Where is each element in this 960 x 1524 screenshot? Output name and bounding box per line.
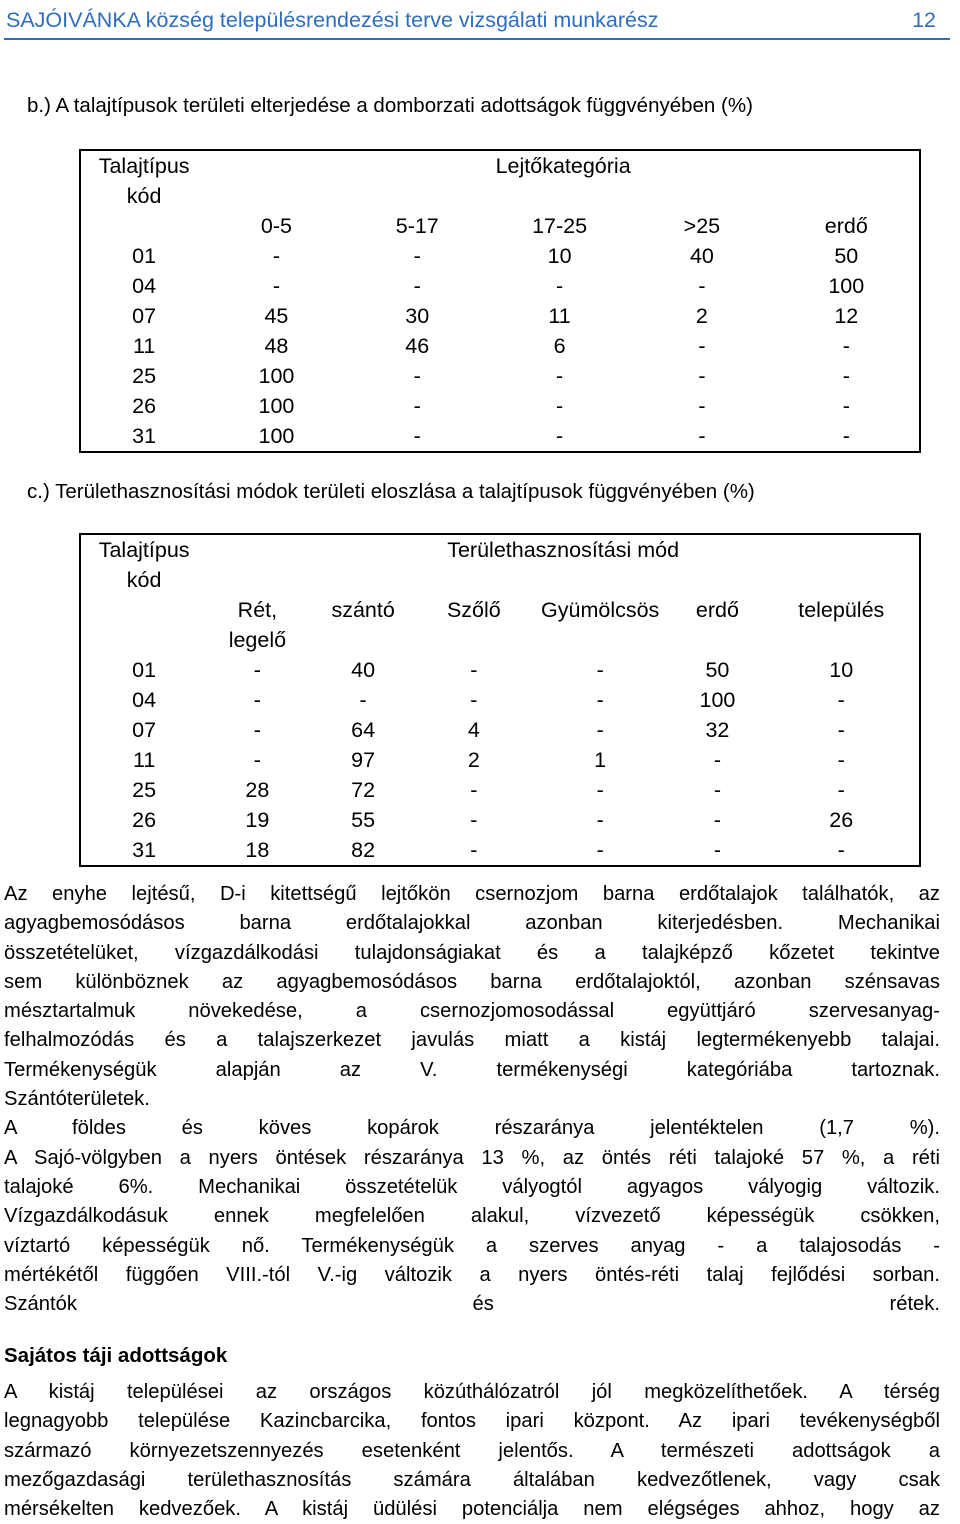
table-cell: 1 [594,748,607,772]
table-cell: 40 [689,244,714,268]
table-cell: - [413,424,421,448]
table-row [80,361,920,391]
table-cell: - [596,808,604,832]
text-line: mésztartalmuk növekedése, a csernozjomosodással együttjáró szervesanyag- [4,1000,940,1023]
table-cell: - [842,364,850,388]
group-header: Területhasznosítási mód [447,538,680,562]
table-row [80,685,920,715]
table-cell: - [413,274,421,298]
row-code: 07 [132,718,157,742]
row-code: 01 [132,658,157,682]
row-code: 25 [132,778,157,802]
text-line: származó környezetszennyezés esetenként jelentős. A természeti adottságok a [4,1439,940,1462]
row-code: 07 [132,304,157,328]
row-header-label: kód [126,568,162,592]
table-cell: 10 [829,658,854,682]
table-land-use [79,533,921,867]
table-cell: - [842,334,850,358]
column-header: 5-17 [395,214,439,238]
group-header: Lejtőkategória [495,154,631,178]
table-cell: - [698,364,706,388]
table-cell: - [713,838,722,862]
table-cell: - [713,778,722,802]
text-line: legnagyobb települése Kazincbarcika, fontos ipari központ. Az ipari tevékenységből [4,1410,940,1433]
text-line: A Sajó-völgyben a nyers öntések részaránya 13 %, az öntés réti talajoké 57 %, a réti [4,1146,940,1169]
table-row [80,331,920,361]
table-cell: 2 [695,304,708,328]
table-cell: - [837,838,845,862]
table-cell: 19 [245,808,270,832]
table-row [80,715,920,745]
table-cell: 4 [467,718,480,742]
table-cell: 48 [264,334,289,358]
table-cell: - [253,718,261,742]
table-cell: 12 [834,304,859,328]
table-row [80,421,920,452]
page-number: 12 [912,8,936,32]
table-cell: - [837,748,845,772]
column-header: 0-5 [260,214,292,238]
text-line: Az enyhe lejtésű, D-i kitettségű lejtőkön csernozjom barna erdőtalajok találhatók, az [4,883,940,905]
table-cell: 50 [834,244,859,268]
table-cell: - [713,808,722,832]
row-code: 11 [132,334,156,358]
row-code: 11 [132,748,156,772]
text-line: mezőgazdasági területhasznosítás számára általában kedvezőtlenek, vagy csak [4,1468,940,1491]
table-cell: 10 [547,244,572,268]
text-line: Szántóterületek. [4,1088,150,1111]
table-cell: 6 [553,334,566,358]
column-header: erdő [824,214,868,238]
table-cell: - [470,838,478,862]
row-header-label: Talajtípus [98,154,190,178]
table-cell: - [555,364,564,388]
table-cell: - [596,778,604,802]
table-cell: 18 [245,838,270,862]
table-cell: - [253,748,261,772]
table-cell: - [413,244,421,268]
text-line: víztartó képességük nő. Termékenységük a szerves anyag - a talajosodás - [4,1234,940,1257]
table-cell: - [596,718,604,742]
table-cell: 82 [351,838,376,862]
table-cell: 100 [828,274,865,298]
row-code: 25 [132,364,157,388]
table-cell: - [470,778,478,802]
table-cell: - [470,688,478,712]
table-cell: - [596,838,604,862]
table-row [80,835,920,866]
page-header [4,2,950,40]
table-cell: 100 [258,394,295,418]
document-title: SAJÓIVÁNKA község településrendezési terve vizsgálati munkarész [6,8,659,32]
table-cell: 2 [467,748,480,772]
table-row [80,775,920,805]
column-header: erdő [695,598,739,622]
row-header-label: Talajtípus [98,538,190,562]
table-cell: 100 [699,688,736,712]
row-code: 31 [132,424,157,448]
table-cell: - [698,424,706,448]
text-line: mértékétől függően VIII.-tól V.-ig változik a nyers öntés-réti talaj fejlődési sorban. [4,1263,940,1286]
table-cell: 40 [351,658,376,682]
table-cell: 64 [351,718,376,742]
spacer-cell [80,625,207,655]
table-row [80,745,920,775]
table-cell: 28 [245,778,270,802]
table-slope-categories [79,149,921,453]
table-cell: - [470,658,478,682]
table-cell: - [272,274,281,298]
table-cell: - [596,658,604,682]
text-line: Szántók és rétek. [4,1293,940,1316]
table-cell: - [698,394,706,418]
table-cell: - [837,778,845,802]
spacer-cell [80,211,207,241]
body-text-2 [4,1378,940,1524]
table-cell: - [555,394,564,418]
table-cell: 32 [705,718,730,742]
column-header: Szőlő [446,598,501,622]
table-cell: - [359,688,367,712]
table-cell: 55 [351,808,376,832]
table-cell: - [253,688,261,712]
table-cell: - [837,688,845,712]
table-cell: - [842,394,850,418]
table-cell: - [470,808,478,832]
text-line: sem különböznek az agyagbemosódásos barna erdőtalajoktól, azonban szénsavas [4,970,940,993]
table-cell: - [596,688,604,712]
spacer-cell [80,595,207,625]
body-text-1 [4,880,940,1319]
table-row [80,391,920,421]
row-code: 01 [132,244,157,268]
spacer-cell [207,565,920,595]
table-cell: 97 [351,748,376,772]
table-cell: 30 [405,304,430,328]
text-line: A kistáj települései az országos közúthálózatról jól megközelíthetőek. A térség [4,1381,940,1403]
table-row [80,271,920,301]
text-line: Termékenységük alapján az V. termékenységi kategóriába tartoznak. [4,1058,940,1081]
text-line: Vízgazdálkodásuk ennek megfelelően alakul, vízvezető képességük csökken, [4,1205,940,1228]
row-code: 31 [132,838,157,862]
table-c-caption: c.) Területhasznosítási módok területi eloszlása a talajtípusok függvényében (%) [27,480,755,503]
column-header: 17-25 [532,214,588,238]
table-cell: - [555,424,564,448]
column-header: Gyümölcsös [541,598,660,622]
table-row [80,805,920,835]
table-cell: - [413,364,421,388]
row-code: 04 [132,688,157,712]
table-cell: 50 [705,658,730,682]
table-cell: 26 [829,808,854,832]
table-cell: - [253,658,261,682]
text-line: felhalmozódás és a talajszerkezet javulás miatt a kistáj legtermékenyebb talajai. [4,1029,940,1052]
table-cell: - [272,244,281,268]
table-cell: - [413,394,421,418]
row-header-label: kód [126,184,162,208]
column-header: Rét, [237,598,278,622]
table-cell: - [713,748,722,772]
table-row [80,301,920,331]
row-code: 26 [132,394,157,418]
column-header: szántó [331,598,395,622]
spacer-cell [308,625,921,655]
text-line: összetételüket, vízgazdálkodási tulajdonságiakat és a talajképző kőzetet tekintve [4,941,940,964]
spacer-cell [207,181,920,211]
table-row [80,655,920,685]
text-line: talajoké 6%. Mechanikai összetételük vályogtól agyagos vályogig változik. [4,1175,940,1198]
text-line: mérsékelten kedvezőek. A kistáj üdülési potenciálja nem elégséges ahhoz, hogy az [4,1498,940,1521]
table-cell: - [842,424,850,448]
column-header: legelő [228,628,287,652]
text-line: A földes és köves kopárok részaránya jelentéktelen (1,7 %). [4,1117,940,1140]
table-cell: - [837,718,845,742]
table-cell: 72 [351,778,376,802]
column-header: >25 [683,214,721,238]
table-cell: 45 [264,304,289,328]
row-code: 04 [132,274,157,298]
text-line: agyagbemosódásos barna erdőtalajokkal azonban kiterjedésben. Mechanikai [4,912,940,935]
table-cell: 11 [548,304,571,328]
table-cell: 100 [258,364,295,388]
table-cell: - [698,274,706,298]
table-cell: 100 [258,424,295,448]
table-cell: - [555,274,564,298]
table-cell: 46 [405,334,430,358]
column-header: település [798,598,885,622]
row-code: 26 [132,808,157,832]
section-heading: Sajátos táji adottságok [4,1344,228,1367]
table-b-caption: b.) A talajtípusok területi elterjedése a domborzati adottságok függvényében (%) [27,94,753,117]
table-row [80,241,920,271]
table-cell: - [698,334,706,358]
